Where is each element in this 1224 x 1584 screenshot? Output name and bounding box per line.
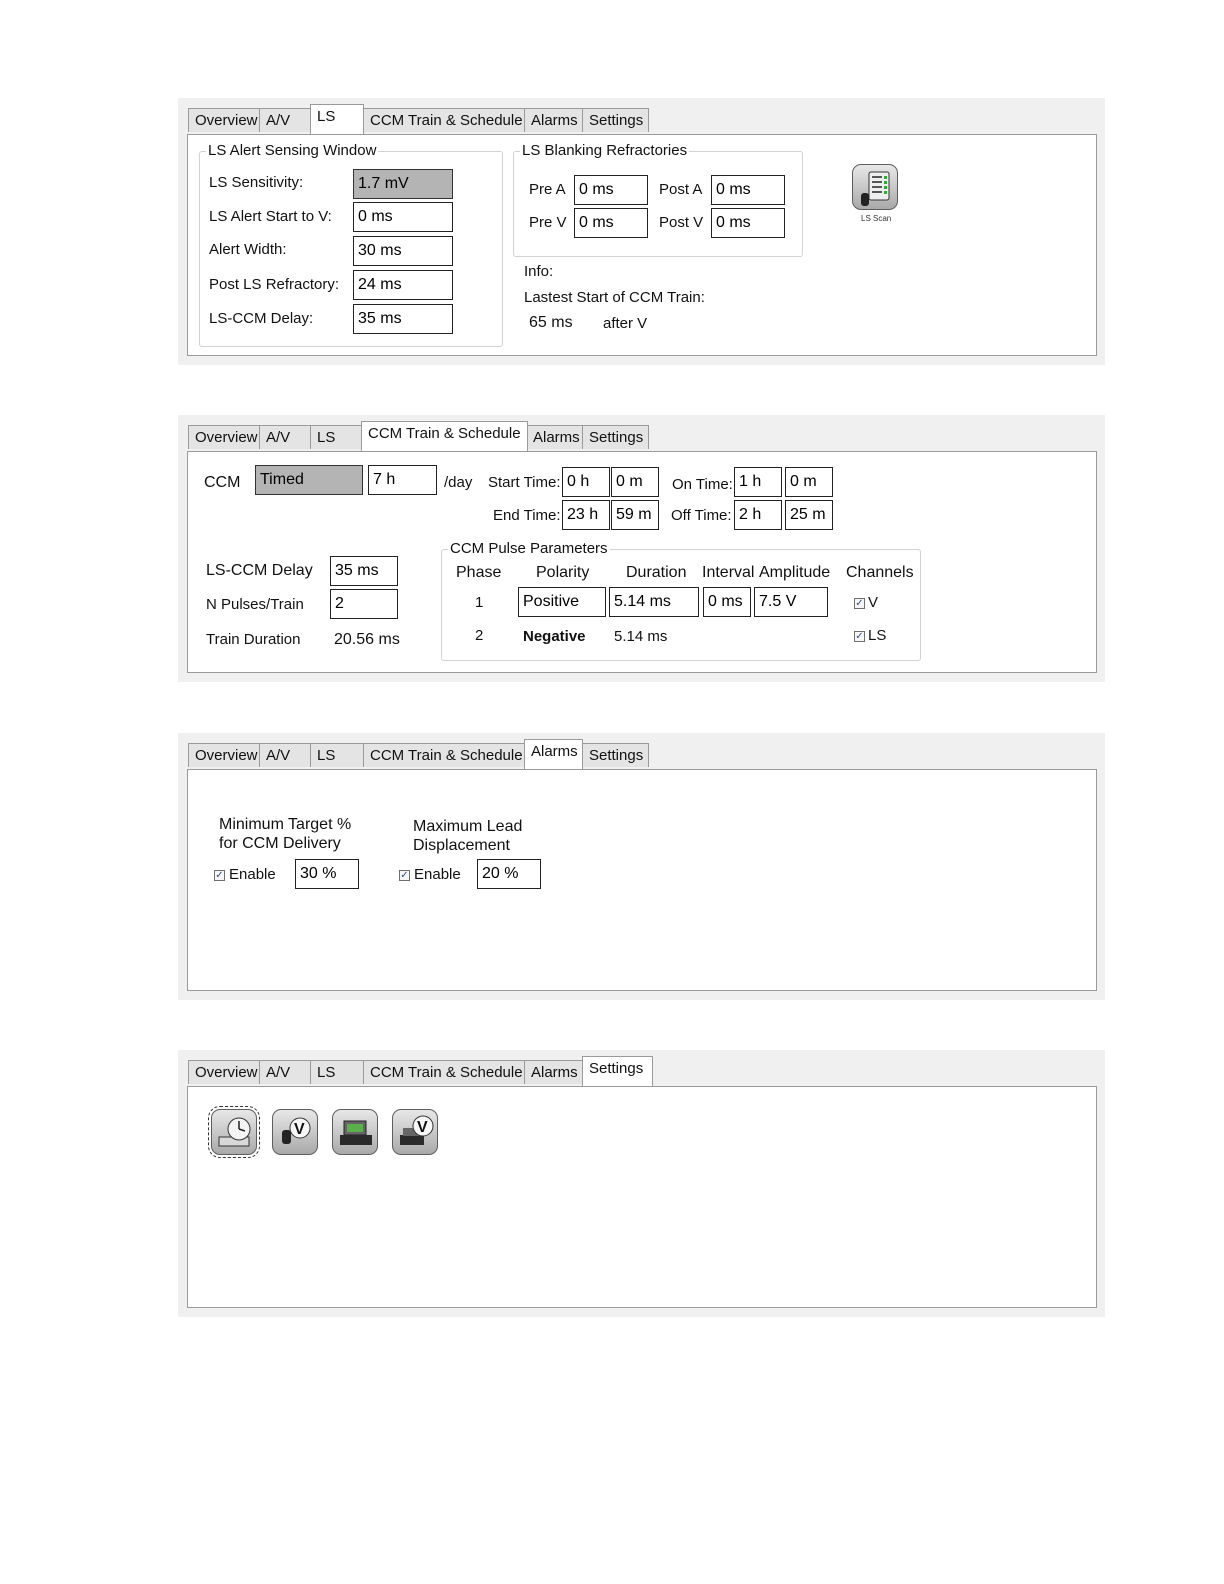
- ls-ccm-delay-label: LS-CCM Delay:: [209, 310, 314, 327]
- header-channels: Channels: [846, 564, 914, 581]
- min-target-enable-label: Enable: [229, 866, 276, 883]
- post-a-field[interactable]: 0 ms: [711, 175, 785, 205]
- tab-alarms[interactable]: Alarms: [526, 425, 583, 449]
- ls-panel: [178, 98, 1105, 365]
- per-day-label: /day: [444, 474, 473, 491]
- tab-overview[interactable]: Overview: [188, 108, 260, 132]
- ls-alert-window-group: [199, 142, 503, 347]
- tab-ls[interactable]: LS: [310, 743, 364, 767]
- on-time-label: On Time:: [672, 476, 733, 493]
- phase-2-number: 2: [475, 627, 484, 644]
- start-time-label: Start Time:: [488, 474, 561, 491]
- max-lead-title-line2: Displacement: [413, 837, 510, 854]
- tab-av[interactable]: A/V: [259, 1060, 311, 1084]
- ccm-label: CCM: [204, 474, 241, 491]
- off-hour-field[interactable]: 2 h: [734, 500, 782, 530]
- phase-1-duration-field[interactable]: 5.14 ms: [609, 587, 699, 617]
- ls-alert-window-title: LS Alert Sensing Window: [208, 142, 377, 159]
- ls-ccm-delay-field[interactable]: 35 ms: [353, 304, 453, 334]
- phase-1-amplitude-field[interactable]: 7.5 V: [754, 587, 828, 617]
- post-a-label: Post A: [659, 181, 703, 198]
- pre-v-label: Pre V: [529, 214, 567, 231]
- info-label: Info:: [524, 263, 554, 280]
- tab-av[interactable]: A/V: [259, 425, 311, 449]
- n-pulses-label: N Pulses/Train: [206, 596, 304, 613]
- tab-settings[interactable]: Settings: [582, 108, 649, 132]
- ls-sensitivity-field[interactable]: 1.7 mV: [353, 169, 453, 199]
- min-target-title-line2: for CCM Delivery: [219, 835, 341, 852]
- n-pulses-field[interactable]: 2: [330, 589, 398, 619]
- channel-v-label: V: [868, 594, 879, 611]
- programmer-button[interactable]: [332, 1109, 378, 1155]
- header-duration: Duration: [626, 564, 687, 581]
- tab-overview[interactable]: Overview: [188, 743, 260, 767]
- ls-content: [187, 134, 1097, 356]
- header-phase: Phase: [456, 564, 502, 581]
- min-target-title-line1: Minimum Target %: [219, 816, 352, 833]
- ls-scan-icon: [853, 165, 899, 211]
- ls-sensitivity-label: LS Sensitivity:: [209, 174, 304, 191]
- header-interval: Interval: [702, 564, 755, 581]
- pre-a-label: Pre A: [529, 181, 566, 198]
- phase-1-number: 1: [475, 594, 484, 611]
- channel-v-checkbox[interactable]: ✓: [855, 598, 864, 609]
- ls-alert-start-label: LS Alert Start to V:: [209, 208, 332, 225]
- ls-blanking-group: [513, 142, 803, 257]
- phase-2-polarity: Negative: [523, 628, 586, 645]
- tab-av[interactable]: A/V: [259, 743, 311, 767]
- svg-text:V: V: [294, 1121, 305, 1138]
- min-target-field[interactable]: 30 %: [295, 859, 359, 889]
- hours-per-day-field[interactable]: 7 h: [368, 465, 437, 495]
- tab-settings[interactable]: Settings: [582, 425, 649, 449]
- post-ls-refractory-field[interactable]: 24 ms: [353, 270, 453, 300]
- max-lead-enable-checkbox[interactable]: ✓: [400, 870, 409, 881]
- tab-ccm-train[interactable]: CCM Train & Schedule: [363, 1060, 525, 1084]
- channel-ls-label: LS: [868, 627, 887, 644]
- tab-ccm-train[interactable]: CCM Train & Schedule: [361, 421, 528, 451]
- tab-av[interactable]: A/V: [259, 108, 311, 132]
- train-duration-value: 20.56 ms: [334, 631, 400, 648]
- ls-ccm-delay-label: LS-CCM Delay: [206, 562, 313, 579]
- alarms-content: [187, 769, 1097, 991]
- latest-start-suffix: after V: [603, 315, 648, 332]
- end-hour-field[interactable]: 23 h: [562, 500, 610, 530]
- ls-ccm-delay-field[interactable]: 35 ms: [330, 556, 398, 586]
- programmer-icon: [333, 1110, 379, 1156]
- header-amplitude: Amplitude: [759, 564, 831, 581]
- phase-1-interval-field[interactable]: 0 ms: [703, 587, 751, 617]
- ls-blanking-title: LS Blanking Refractories: [522, 142, 688, 159]
- alarms-panel: [178, 733, 1105, 1000]
- header-polarity: Polarity: [536, 564, 590, 581]
- on-minute-field[interactable]: 0 m: [785, 467, 833, 497]
- settings-content: [187, 1086, 1097, 1308]
- tab-settings[interactable]: Settings: [582, 1056, 653, 1086]
- pre-v-field[interactable]: 0 ms: [574, 208, 648, 238]
- tab-ls[interactable]: LS: [310, 425, 364, 449]
- end-time-label: End Time:: [493, 507, 561, 524]
- max-lead-title-line1: Maximum Lead: [413, 818, 523, 835]
- off-time-label: Off Time:: [671, 507, 732, 524]
- max-lead-enable-label: Enable: [414, 866, 461, 883]
- train-duration-label: Train Duration: [206, 631, 301, 648]
- tab-ls[interactable]: LS: [310, 1060, 364, 1084]
- post-v-field[interactable]: 0 ms: [711, 208, 785, 238]
- device-v-icon: [273, 1110, 319, 1156]
- on-hour-field[interactable]: 1 h: [734, 467, 782, 497]
- ls-alert-start-field[interactable]: 0 ms: [353, 202, 453, 232]
- ls-scan-button[interactable]: [852, 164, 898, 210]
- tab-overview[interactable]: Overview: [188, 1060, 260, 1084]
- post-v-label: Post V: [659, 214, 704, 231]
- phase-1-polarity-field[interactable]: Positive: [518, 587, 606, 617]
- channel-ls-checkbox[interactable]: ✓: [855, 631, 864, 642]
- programmer-v-button[interactable]: [392, 1109, 438, 1155]
- start-minute-field[interactable]: 0 m: [611, 467, 659, 497]
- ccm-pulse-params-group: [441, 540, 921, 661]
- device-v-button[interactable]: [272, 1109, 318, 1155]
- post-ls-refractory-label: Post LS Refractory:: [209, 276, 340, 293]
- max-lead-field[interactable]: 20 %: [477, 859, 541, 889]
- tab-alarms[interactable]: Alarms: [524, 108, 583, 132]
- ccm-panel: [178, 415, 1105, 682]
- alert-width-field[interactable]: 30 ms: [353, 236, 453, 266]
- tab-alarms[interactable]: Alarms: [524, 1060, 583, 1084]
- tab-ccm-train[interactable]: CCM Train & Schedule: [363, 743, 525, 767]
- latest-start-label: Lastest Start of CCM Train:: [524, 289, 705, 306]
- ccm-pulse-params-title: CCM Pulse Parameters: [450, 540, 608, 557]
- ls-scan-label: LS Scan: [861, 214, 892, 223]
- clock-settings-button[interactable]: [211, 1109, 257, 1155]
- tab-alarms[interactable]: Alarms: [524, 739, 583, 769]
- pre-a-field[interactable]: 0 ms: [574, 175, 648, 205]
- latest-start-value: 65 ms: [529, 314, 573, 331]
- tab-ccm-train[interactable]: CCM Train & Schedule: [363, 108, 525, 132]
- tab-settings[interactable]: Settings: [582, 743, 649, 767]
- tab-ls[interactable]: LS: [310, 104, 364, 134]
- tab-overview[interactable]: Overview: [188, 425, 260, 449]
- start-hour-field[interactable]: 0 h: [562, 467, 610, 497]
- programmer-v-icon: [393, 1110, 439, 1156]
- ccm-content: [187, 451, 1097, 673]
- svg-text:V: V: [417, 1119, 428, 1136]
- ccm-mode-field[interactable]: Timed: [255, 465, 363, 495]
- settings-panel: [178, 1050, 1105, 1317]
- alert-width-label: Alert Width:: [209, 241, 287, 258]
- min-target-enable-checkbox[interactable]: ✓: [215, 870, 224, 881]
- end-minute-field[interactable]: 59 m: [611, 500, 659, 530]
- phase-2-duration: 5.14 ms: [614, 628, 668, 645]
- off-minute-field[interactable]: 25 m: [785, 500, 833, 530]
- clock-settings-icon: [212, 1110, 258, 1156]
